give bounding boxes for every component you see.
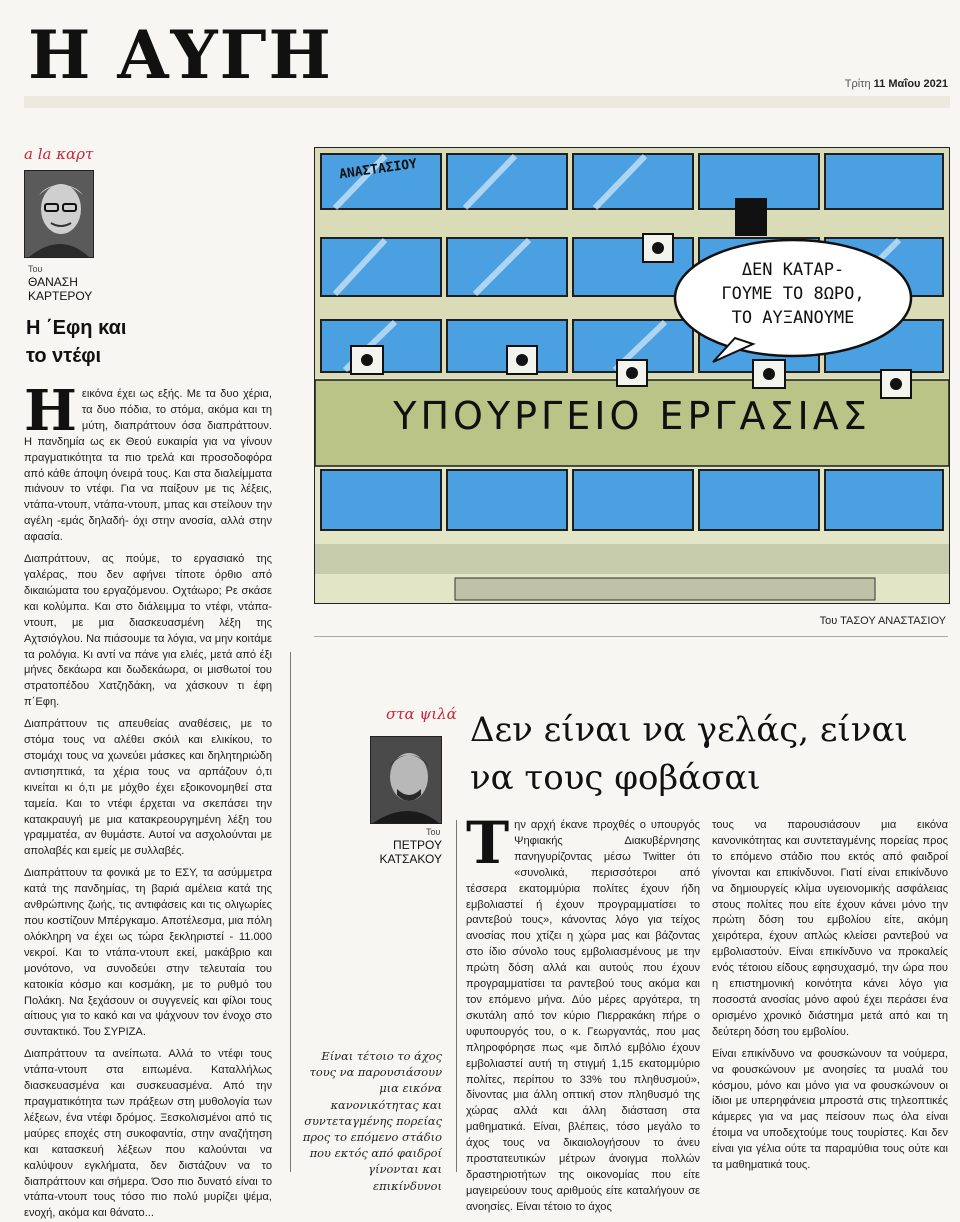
column-paragraph: Διαπράττουν, ας πούμε, το εργασιακό της γαλέρας, που δεν αφήνει τίποτε όρθιο από δικαιώματα του εργαζόμενου. Οχτάωρο; Ρε σκάσε και κολύμπα. Και στο διάλειμμα το ντέφι, ντάπα-ντουπ, με μια διασκευασμένη λέξη της Αχτσιόγλου. Να πιάσουμε τα λόγια, να μην κοιτάμε τα ρολόγια. Κι αντί να πάνε για ελιές, μετά από έξι μήνες δεκάωρα και δωδεκάωρα, οι μισθωτοί του στρατοπέδου Χατζηδάκη, να χάσκουν τι έφη π΄Εφη.: [24, 553, 272, 709]
column-title-line1: Η ΄Εφη και: [26, 317, 127, 339]
author-name-line2: ΚΑΡΤΕΡΟΥ: [28, 289, 93, 303]
column-paragraph: εικόνα έχει ως εξής. Με τα δυο χέρια, τα δυο πόδια, το στόμα, ακόμα και τη μύτη, διαπράττουν όσα διαπράττουν. Η πανδημία ως εκ Θεού ευκαιρία για να γίνουν πραγματικότητα τα πιο τρελά και προσοδοφόρα από κάθε άποψη όνειρά τους. Και στα διαλείμματα πιάνουν το ντέφι. Για να παίξουν με τις λέξεις, ντάπα-ντουπ, ντάπα-ντουπ, μπας και στείλουν την αγέλη -εμάς δηλαδή- όχι στην ανοσία, αλλά στην αφασία.: [24, 388, 272, 544]
speech-line: ΔΕΝ ΚΑΤΑΡ-: [741, 260, 845, 280]
article-paragraph: τους να παρουσιάσουν μια εικόνα κανονικότητας και συντεταγμένης πορείας προς το επόμενο στάδιο που εκτός από φαιδροί γίνονται και επικίνδυνοι. Γιατί είναι επικίνδυνο να δημιουργείς κλίμα υγειονομικής ασφάλειας στους πολίτες που είτε έχουν κάνει μόνο την πρώτη δόση του εμβολίου είτε, ακόμη χειρότερα, έχουν απλώς κλείσει ραντεβού να εμβολιαστούν. Είναι επικίνδυνο να προκαλείς ενός τέτοιου είδους εφησυχασμό, την ώρα που η επιστημονική κοινότητα κάνει λόγο για ποσοστά ανοσίας μόνο αφού έχει περάσει ένα ορισμένο χρονικό διάστημα μετά από και τη δεύτερη δόση του εμβολίου.: [712, 819, 948, 1038]
masthead-band: [24, 96, 950, 108]
article-dropcap: Τ: [466, 809, 510, 877]
building-sign: ΥΠΟΥΡΓΕΙΟ ΕΡΓΑΣΙΑΣ: [393, 394, 871, 438]
speech-line: ΤΟ ΑΥΞΑΝΟΥΜΕ: [731, 308, 855, 328]
article-paragraph: ην αρχή έκανε προχθές ο υπουργός Ψηφιακής Διακυβέρνησης πανηγυρίζοντας μέσω Twitter ότι «συνολικά, περισσότεροι από τέσσερα εκατομμύρια πολίτες έχουν ήδη εμβολιαστεί ή έχουν προγραμματίσει το ραντεβού τους», κάνοντας λόγο για τείχος ανοσίας που χτίζει η χώρα μας και βάζοντας στο ίδιο σύνολο τους εμβολιασμένους με την πρώτη δόση αλλά και αυτούς που έχουν προγραμματίσει τα ραντεβού τους ακόμα και τον επόμενο μήνα. Δύο μέρες αργότερα, τη σκυτάλη από τον κύριο Πιερρακάκη πήρε ο υφυπουργός του, ο κ. Γεωργαντάς, που μας πληροφόρησε πως «με διπλό εμβόλιο έχουν εμβολιαστεί αυτή τη στιγμή 1,15 εκατομμύριο πολίτες, περίπου το 33% του πληθυσμού», δίνοντας μια άλλη οπτική στον πληθυσμό της χώρας αλλά και άλλη διάσταση στα μαθηματικά. Είναι, βλέπεις, τόσο μεγάλο το άχος τους να δικαιολογήσουν το άνευ προστατευτικών μέτρων άνοιγμα πολλών δραστηριοτήτων της οικονομίας που είτε μαγειρεύουν τους αριθμούς είτε καταλήγουν σε ανοησίες. Είναι τέτοιο το άχος: [466, 819, 700, 1213]
credit-prefix: Του: [819, 615, 838, 627]
article-headline-line2: να τους φοβάσαι: [470, 758, 761, 798]
column-body: [24, 378, 272, 1220]
masthead-title: Η ΑΥΓΗ: [28, 16, 333, 94]
article-paragraph: Είναι επικίνδυνο να φουσκώνουν τα νούμερα, να φουσκώνουν με ανοησίες τα μυαλά του κόσμου, μόνο και μόνο για να φουσκώνουν οι ίδιοι με υπερηφάνεια μπροστά στις τηλεοπτικές κάμερες για να μας πείσουν πως όλα είναι έτοιμα να υποδεχτούμε τους τουρίστες. Και δεν είναι για γέλια ούτε τα παραμύθια τους ούτε και τα μαθηματικά τους.: [712, 1047, 948, 1172]
credit-name: ΤΑΣΟΥ ΑΝΑΣΤΑΣΙΟΥ: [840, 615, 946, 627]
column-title-line2: το ντέφι: [26, 345, 102, 367]
section-divider: [314, 636, 948, 637]
column-paragraph: Διαπράττουν τα φονικά με το ΕΣΥ, τα ασύμμετρα κατά της πανδημίας, τη βαριά αμέλεια κατά της ανθρώπινης ζωής, τις αντιφάσεις και τις ολιγωρίες που κοστίζουν Μπέργκαμο. Αποτέλεσμα, μια πόλη ολόκληρη να έχει ως τώρα ξεκληριστεί - 11.000 νεκροί. Και το ντάπα-ντουπ εκεί, μακάβριο και μονότονο, να συνοδεύει στην τελευταία του κατοικία κόσμο και κοσμάκη, με το ρυθμό του Πολάκη. Να ξεχάσουν οι συγγενείς και φίλοι τους αίτιους για το κακό και να ψάχνουν τον ένοχο στο συντακτικό. Του ΣΥΡΙΖΑ.: [24, 867, 272, 1039]
article-author-line2: ΚΑΤΣΑΚΟΥ: [379, 852, 442, 866]
column-paragraph: Διαπράττουν τα ανείπωτα. Αλλά το ντέφι τους ντάπα-ντουπ στα ειπωμένα. Καταλλήλως διασκευασμένα και συσκευασμένα. Από την πραγματικότητα των πράξεων στη μυθολογία των λέξεων, ένα ντέφι δρόμος. Ξεσκολισμένοι από τις μαύρες εποχές στη συκοφαντία, στην αναζήτηση και κατασκευή λέξεων που καλούνται να καλύψουν εγκλήματα, δεν διστάζουν να το διαπράττουν και σήμερα. Όσο πιο δυνατό είναι το ντάπα-ντουπ τους τόσο πιο πολύ μυρίζει ψέμα, ενοχή, ακόμα και θάνατο...: [24, 1048, 272, 1220]
cartoon: [314, 147, 950, 604]
cartoonist-signature: ΑΝΑΣΤΑΣΙΟΥ: [338, 156, 418, 183]
column-rule: [290, 652, 291, 1172]
article-column-a: [466, 809, 700, 1213]
pull-quote: Είναι τέτοιο το άχος τους να παρουσιάσουν μια εικόνα κανονικότητας και συντεταγμένης πορείας προς το επόμενο στάδιο που εκτός από φαιδροί γίνονται και επικίνδυνοι: [302, 1049, 442, 1193]
article-headline-line1: Δεν είναι να γελάς, είναι: [470, 710, 908, 750]
article-column-b: [712, 818, 948, 1172]
author-photo-karterou: [24, 170, 94, 258]
author-prefix: Του: [28, 264, 43, 274]
author-name-line1: ΘΑΝΑΣΗ: [28, 275, 78, 289]
speech-bubble-text: [685, 258, 901, 330]
author-photo-katsakou: [370, 736, 442, 824]
column-rule: [456, 820, 457, 1172]
speech-line: ΓΟΥΜΕ ΤΟ 8ΩΡΟ,: [721, 284, 865, 304]
date-value: 11 Μαΐου 2021: [873, 78, 948, 90]
dropcap: Η: [24, 378, 77, 444]
column-kicker: a la καρτ: [24, 145, 94, 163]
cartoon-credit: [820, 615, 946, 627]
date-day: Τρίτη: [844, 78, 871, 90]
issue-date: [845, 78, 948, 90]
article-author-prefix: Του: [426, 827, 441, 837]
article-kicker: στα ψιλά: [386, 705, 457, 723]
column-paragraph: Διαπράττουν τις απευθείας αναθέσεις, με το στόμα τους να αλέθει σκόιλ και ελικίκου, το στομάχι τους να χωνεύει μάσκες και δηλητηριώδη αντισηπτικά, τα χέρια τους να αρπάζουν ό,τι κινείται κι ό,τι με μόχθο έχει εξοικονομηθεί στα ταμεία. Και το ντέφι έρχεται να σκεπάσει την κατακραυγή με μια κατακρεουργημένη λέξη του γραμματέα, αν θυμάστε. Αυτοί να ασχολούνται με απολαβές και εμείς με συλλαβές.: [24, 718, 272, 858]
article-author-line1: ΠΕΤΡΟΥ: [393, 838, 442, 852]
